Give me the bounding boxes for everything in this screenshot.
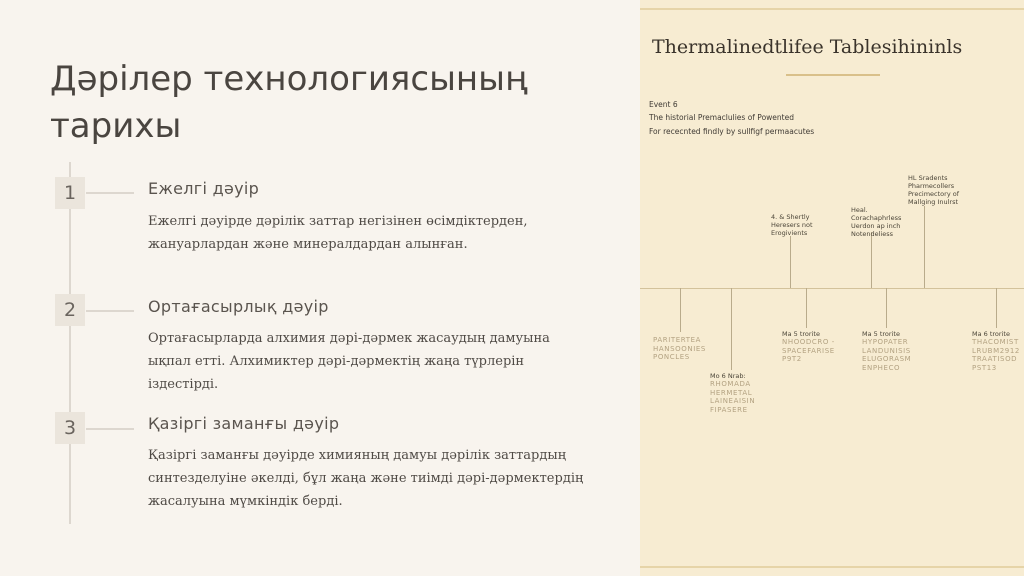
step-number: 1 — [55, 177, 85, 209]
timeline-tick — [886, 288, 887, 328]
timeline-tick — [790, 236, 791, 288]
step-title: Ежелгі дәуір — [148, 179, 260, 198]
timeline-label: RHOMADA HERMETAL LAINEAISIN FIPASERE — [710, 380, 756, 414]
timeline-label: HL Sradents Pharmecollers Precimectory of Mallging Inulrst — [908, 174, 959, 206]
timeline-tick — [680, 288, 681, 332]
timeline-label-head: Ma 6 trorite — [972, 330, 1010, 338]
image-title: Thermalinedtlifee Tablesihininls — [652, 36, 963, 58]
step-connector — [86, 310, 134, 312]
timeline-label: Heal. Corachaphrless Uerdon ap inch Notendeliess — [851, 206, 902, 238]
event-heading: Event 6 — [649, 100, 678, 109]
step-connector — [86, 428, 134, 430]
timeline-tick — [731, 288, 732, 370]
event-line: For rececnted findly by sullfigf permaacutes — [649, 127, 815, 136]
step-title: Қазіргі заманғы дәуір — [148, 414, 340, 433]
timeline-label: THACOMIST LRUBM2912 TRAATISOD PST13 — [972, 338, 1020, 372]
timeline-label: HYPOPATER LANDUNISIS ELUGORASM ENPHECO — [862, 338, 912, 372]
step-description: Қазіргі заманғы дәуірде химияның дамуы дәрілік заттардың синтезделуіне әкелді, бұл жаңа және тиімді дәрі-дәрмектердің жасалуына мүмкіндік берді. — [148, 448, 584, 509]
timeline-image — [640, 0, 1024, 576]
timeline-axis — [640, 288, 1024, 289]
timeline-tick — [806, 288, 807, 328]
timeline-label-head: Mo 6 Nrab: — [710, 372, 746, 380]
timeline-label: NHOODCRO - SPACEFARISE P9T2 — [782, 338, 835, 363]
title-underline — [786, 74, 880, 76]
step-number: 3 — [55, 412, 85, 444]
step-title: Ортағасырлық дәуір — [148, 297, 329, 316]
frame-border-bottom — [640, 566, 1024, 568]
step-description: Ежелгі дәуірде дәрілік заттар негізінен өсімдіктерден, жануарлардан және минералдардан алынған. — [148, 214, 528, 252]
step-description: Ортағасырларда алхимия дәрі-дәрмек жасаудың дамуына ықпал етті. Алхимиктер дәрі-дәрмектің жаңа түрлерін іздестірді. — [148, 331, 550, 392]
timeline-line — [69, 162, 71, 524]
page-title: Дәрілер технологиясының тарихы — [50, 59, 528, 146]
event-line: The historial Premaclulies of Powented — [649, 113, 794, 122]
timeline-label: PARITERTEA HANSOONIES PONCLES — [653, 336, 706, 361]
step-connector — [86, 192, 134, 194]
timeline-tick — [871, 232, 872, 288]
timeline-label: 4. & Shertly Heresers not Erogivients — [771, 213, 813, 237]
frame-border-top — [640, 8, 1024, 10]
timeline-label-head: Ma 5 trorite — [782, 330, 820, 338]
timeline-tick — [996, 288, 997, 328]
timeline-label-head: Ma 5 trorite — [862, 330, 900, 338]
timeline-tick — [924, 206, 925, 288]
step-number: 2 — [55, 294, 85, 326]
